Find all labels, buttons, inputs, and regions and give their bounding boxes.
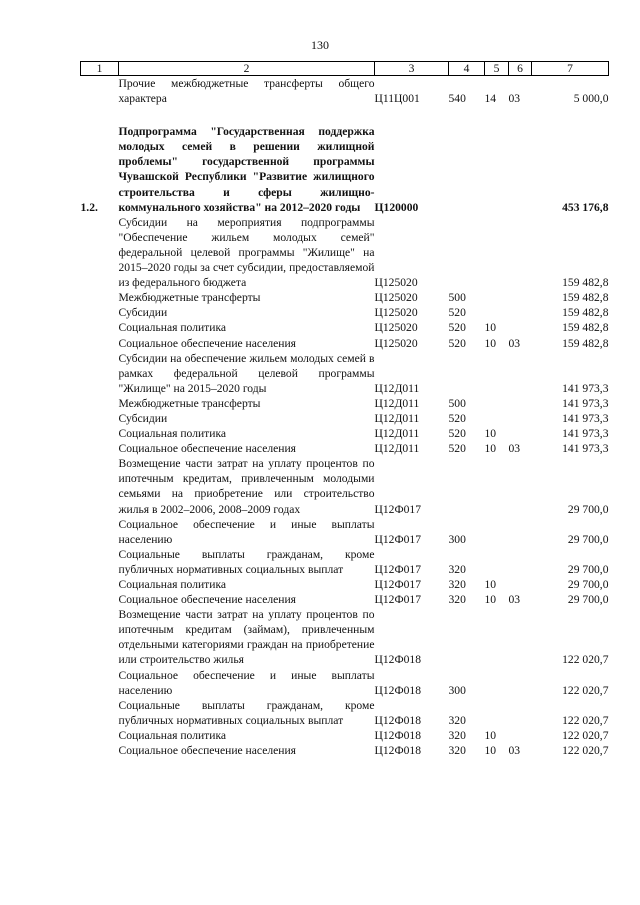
row-code: Ц125020 <box>374 336 418 350</box>
row-number <box>81 547 119 577</box>
row-number <box>81 426 119 441</box>
row-expense-type: 300 <box>448 532 466 546</box>
table-row <box>81 698 609 728</box>
row-section: 10 <box>484 321 497 335</box>
row-amount: 159 482,8 <box>562 321 609 335</box>
row-number <box>81 698 119 728</box>
row-expense-type <box>449 106 485 215</box>
row-subsection <box>509 411 532 426</box>
row-expense-type: 520 <box>448 306 466 320</box>
row-number <box>81 290 119 305</box>
row-subsection <box>509 698 532 728</box>
row-code: Ц12Ф017 <box>374 593 422 607</box>
row-expense-type: 500 <box>448 291 466 305</box>
row-number <box>81 396 119 411</box>
row-code: Ц12Ф017 <box>374 578 422 591</box>
row-expense-type <box>449 607 485 667</box>
row-name: Подпрограмма "Государственная поддержка молодых семей в решении жилищной проблемы" государственной программы Чувашской Республики "Развитие жилищного строительства и сферы жилищно-коммунального хозяйства" на 2012–2020 годы <box>118 125 375 214</box>
row-number <box>81 411 119 426</box>
row-subsection <box>509 426 532 441</box>
row-code: Ц11Ц001 <box>374 92 420 106</box>
row-name: Межбюджетные трансферты <box>118 291 261 305</box>
table-row <box>81 351 609 396</box>
row-name: Возмещение части затрат на уплату процентов по ипотечным кредитам (займам), привлеченным отдельными категориями граждан на приобретение или строительство жилья <box>118 608 375 667</box>
row-name: Субсидии <box>118 411 168 425</box>
row-section: 10 <box>484 427 497 441</box>
table-row <box>81 517 609 547</box>
row-expense-type: 320 <box>448 744 466 758</box>
row-amount: 141 973,3 <box>562 427 609 441</box>
row-name: Социальное обеспечение населения <box>118 336 297 350</box>
row-subsection <box>509 547 532 577</box>
row-amount: 159 482,8 <box>562 336 609 350</box>
row-name: Социальное обеспечение населения <box>118 593 297 607</box>
row-number <box>81 607 119 667</box>
row-section: 10 <box>484 744 497 758</box>
row-subsection <box>509 668 532 698</box>
row-name: Социальное обеспечение населения <box>118 744 297 758</box>
row-subsection <box>509 728 532 743</box>
row-section <box>485 517 509 547</box>
row-code: Ц12Ф018 <box>374 653 422 667</box>
column-header-4: 4 <box>449 62 485 76</box>
row-subsection <box>509 607 532 667</box>
row-name: Социальная политика <box>118 427 227 441</box>
row-name: Субсидии <box>118 306 168 320</box>
row-code: Ц125020 <box>374 276 418 290</box>
row-amount: 159 482,8 <box>562 291 609 305</box>
row-code: Ц12Д011 <box>374 411 420 425</box>
row-section <box>485 290 509 305</box>
page-number: 130 <box>311 38 329 52</box>
row-number <box>81 76 119 107</box>
row-amount: 122 020,7 <box>562 728 609 742</box>
table-row <box>81 320 609 335</box>
table-row <box>81 290 609 305</box>
row-code: Ц125020 <box>374 321 418 335</box>
row-amount: 29 700,0 <box>567 578 609 591</box>
table-row <box>81 456 609 516</box>
row-number <box>81 215 119 290</box>
table-row <box>81 441 609 456</box>
row-subsection: 03 <box>508 442 521 456</box>
row-amount: 453 176,8 <box>562 200 609 214</box>
row-subsection <box>509 290 532 305</box>
row-amount: 29 700,0 <box>567 562 609 576</box>
row-subsection <box>509 577 532 592</box>
row-expense-type: 520 <box>448 321 466 335</box>
row-subsection <box>509 396 532 411</box>
row-subsection <box>509 305 532 320</box>
row-amount: 141 973,3 <box>562 396 609 410</box>
row-amount: 122 020,7 <box>562 744 609 758</box>
column-header-2: 2 <box>119 62 375 76</box>
row-expense-type: 300 <box>448 683 466 697</box>
table-row <box>81 411 609 426</box>
row-amount: 141 973,3 <box>562 442 609 456</box>
row-name: Социальная политика <box>118 728 227 742</box>
row-name: Социальная политика <box>118 578 227 591</box>
row-section <box>485 411 509 426</box>
table-row <box>81 577 609 592</box>
row-section: 14 <box>484 92 497 106</box>
row-amount: 159 482,8 <box>562 306 609 320</box>
row-name: Социальная политика <box>118 321 227 335</box>
row-subsection <box>509 215 532 290</box>
row-section <box>485 106 509 215</box>
row-code: Ц12Ф018 <box>374 683 422 697</box>
table-row <box>81 305 609 320</box>
row-subsection <box>509 456 532 516</box>
row-section <box>485 305 509 320</box>
row-expense-type: 320 <box>448 593 466 607</box>
row-section: 10 <box>484 578 497 591</box>
row-expense-type: 320 <box>448 578 466 591</box>
row-amount: 29 700,0 <box>567 532 609 546</box>
row-number <box>81 336 119 351</box>
row-subsection: 03 <box>508 92 521 106</box>
row-section <box>485 351 509 396</box>
row-name: Социальные выплаты гражданам, кроме публичных нормативных социальных выплат <box>118 698 375 727</box>
row-code: Ц12Ф017 <box>374 562 422 576</box>
table-row <box>81 728 609 743</box>
column-number-header <box>81 62 609 76</box>
row-amount: 141 973,3 <box>562 381 609 395</box>
column-header-5: 5 <box>485 62 509 76</box>
table-row <box>81 336 609 351</box>
table-row <box>81 426 609 441</box>
row-name: Социальное обеспечение населения <box>118 442 297 456</box>
row-expense-type: 500 <box>448 396 466 410</box>
table-row <box>81 547 609 577</box>
row-name: Социальное обеспечение и иные выплаты населению <box>118 517 375 546</box>
row-section: 10 <box>484 336 497 350</box>
row-name: Прочие межбюджетные трансферты общего характера <box>118 77 375 106</box>
row-expense-type <box>449 456 485 516</box>
row-section <box>485 215 509 290</box>
row-expense-type: 320 <box>448 562 466 576</box>
row-section: 10 <box>484 593 497 607</box>
table-row <box>81 106 609 215</box>
row-number <box>81 351 119 396</box>
row-name: Субсидии на мероприятия подпрограммы "Обеспечение жильем молодых семей" федеральной целевой программы "Жилище" на 2015–2020 годы за счет субсидии, предоставляемой из федерального бюджета <box>118 215 375 290</box>
row-expense-type: 520 <box>448 427 466 441</box>
row-expense-type: 320 <box>448 713 466 727</box>
row-number <box>81 592 119 607</box>
row-code: Ц120000 <box>374 200 419 214</box>
row-expense-type: 520 <box>448 411 466 425</box>
row-expense-type: 320 <box>448 728 466 742</box>
row-name: Социальные выплаты гражданам, кроме публичных нормативных социальных выплат <box>118 547 375 576</box>
row-expense-type: 520 <box>448 442 466 456</box>
table-row <box>81 668 609 698</box>
budget-table <box>80 61 609 758</box>
row-section <box>485 547 509 577</box>
row-subsection: 03 <box>508 593 521 607</box>
row-amount: 5 000,0 <box>573 92 609 106</box>
row-number <box>81 456 119 516</box>
row-amount: 29 700,0 <box>567 593 609 607</box>
row-number <box>81 305 119 320</box>
row-amount: 122 020,7 <box>562 683 609 697</box>
row-subsection: 03 <box>508 336 521 350</box>
row-amount: 122 020,7 <box>562 653 609 667</box>
row-expense-type: 540 <box>448 92 466 106</box>
row-amount: 141 973,3 <box>562 411 609 425</box>
row-number <box>81 743 119 758</box>
table-row <box>81 592 609 607</box>
row-name: Субсидии на обеспечение жильем молодых семей в рамках федеральной целевой программы "Жилище" на 2015–2020 годы <box>118 351 375 395</box>
row-code: Ц12Д011 <box>374 396 420 410</box>
row-amount: 29 700,0 <box>567 502 609 516</box>
row-expense-type: 520 <box>448 336 466 350</box>
row-number <box>81 517 119 547</box>
row-code: Ц125020 <box>374 306 418 320</box>
column-header-7: 7 <box>532 62 609 76</box>
row-code: Ц12Ф018 <box>374 744 422 758</box>
row-code: Ц12Ф017 <box>374 532 422 546</box>
row-section <box>485 668 509 698</box>
row-code: Ц12Ф017 <box>374 502 422 516</box>
row-section <box>485 456 509 516</box>
row-subsection <box>509 106 532 215</box>
row-number <box>81 577 119 592</box>
table-row <box>81 76 609 107</box>
row-code: Ц125020 <box>374 291 418 305</box>
table-row <box>81 607 609 667</box>
row-number <box>81 320 119 335</box>
column-header-6: 6 <box>509 62 532 76</box>
row-section <box>485 607 509 667</box>
row-number <box>81 441 119 456</box>
row-number <box>81 668 119 698</box>
row-section: 10 <box>484 728 497 742</box>
row-amount: 159 482,8 <box>562 276 609 290</box>
row-name: Межбюджетные трансферты <box>118 396 261 410</box>
row-code: Ц12Д011 <box>374 442 420 456</box>
row-expense-type <box>449 215 485 290</box>
table-row <box>81 396 609 411</box>
row-subsection <box>509 517 532 547</box>
row-expense-type <box>449 351 485 396</box>
row-section <box>485 396 509 411</box>
column-header-3: 3 <box>375 62 449 76</box>
row-section: 10 <box>484 442 497 456</box>
row-section <box>485 698 509 728</box>
row-amount: 122 020,7 <box>562 713 609 727</box>
row-code: Ц12Ф018 <box>374 713 422 727</box>
row-code: Ц12Д011 <box>374 427 420 441</box>
row-number: 1.2. <box>80 200 98 214</box>
row-subsection <box>509 320 532 335</box>
row-subsection <box>509 351 532 396</box>
column-header-1: 1 <box>81 62 119 76</box>
row-name: Возмещение части затрат на уплату процентов по ипотечным кредитам, привлеченным молодыми семьями на приобретение или строительство жилья в 2002–2006, 2008–2009 годах <box>118 457 375 516</box>
table-body <box>81 76 609 759</box>
table-row <box>81 215 609 290</box>
row-name: Социальное обеспечение и иные выплаты населению <box>118 668 375 697</box>
row-number <box>81 728 119 743</box>
row-code: Ц12Д011 <box>374 381 420 395</box>
row-code: Ц12Ф018 <box>374 728 422 742</box>
row-subsection: 03 <box>508 744 521 758</box>
table-row <box>81 743 609 758</box>
